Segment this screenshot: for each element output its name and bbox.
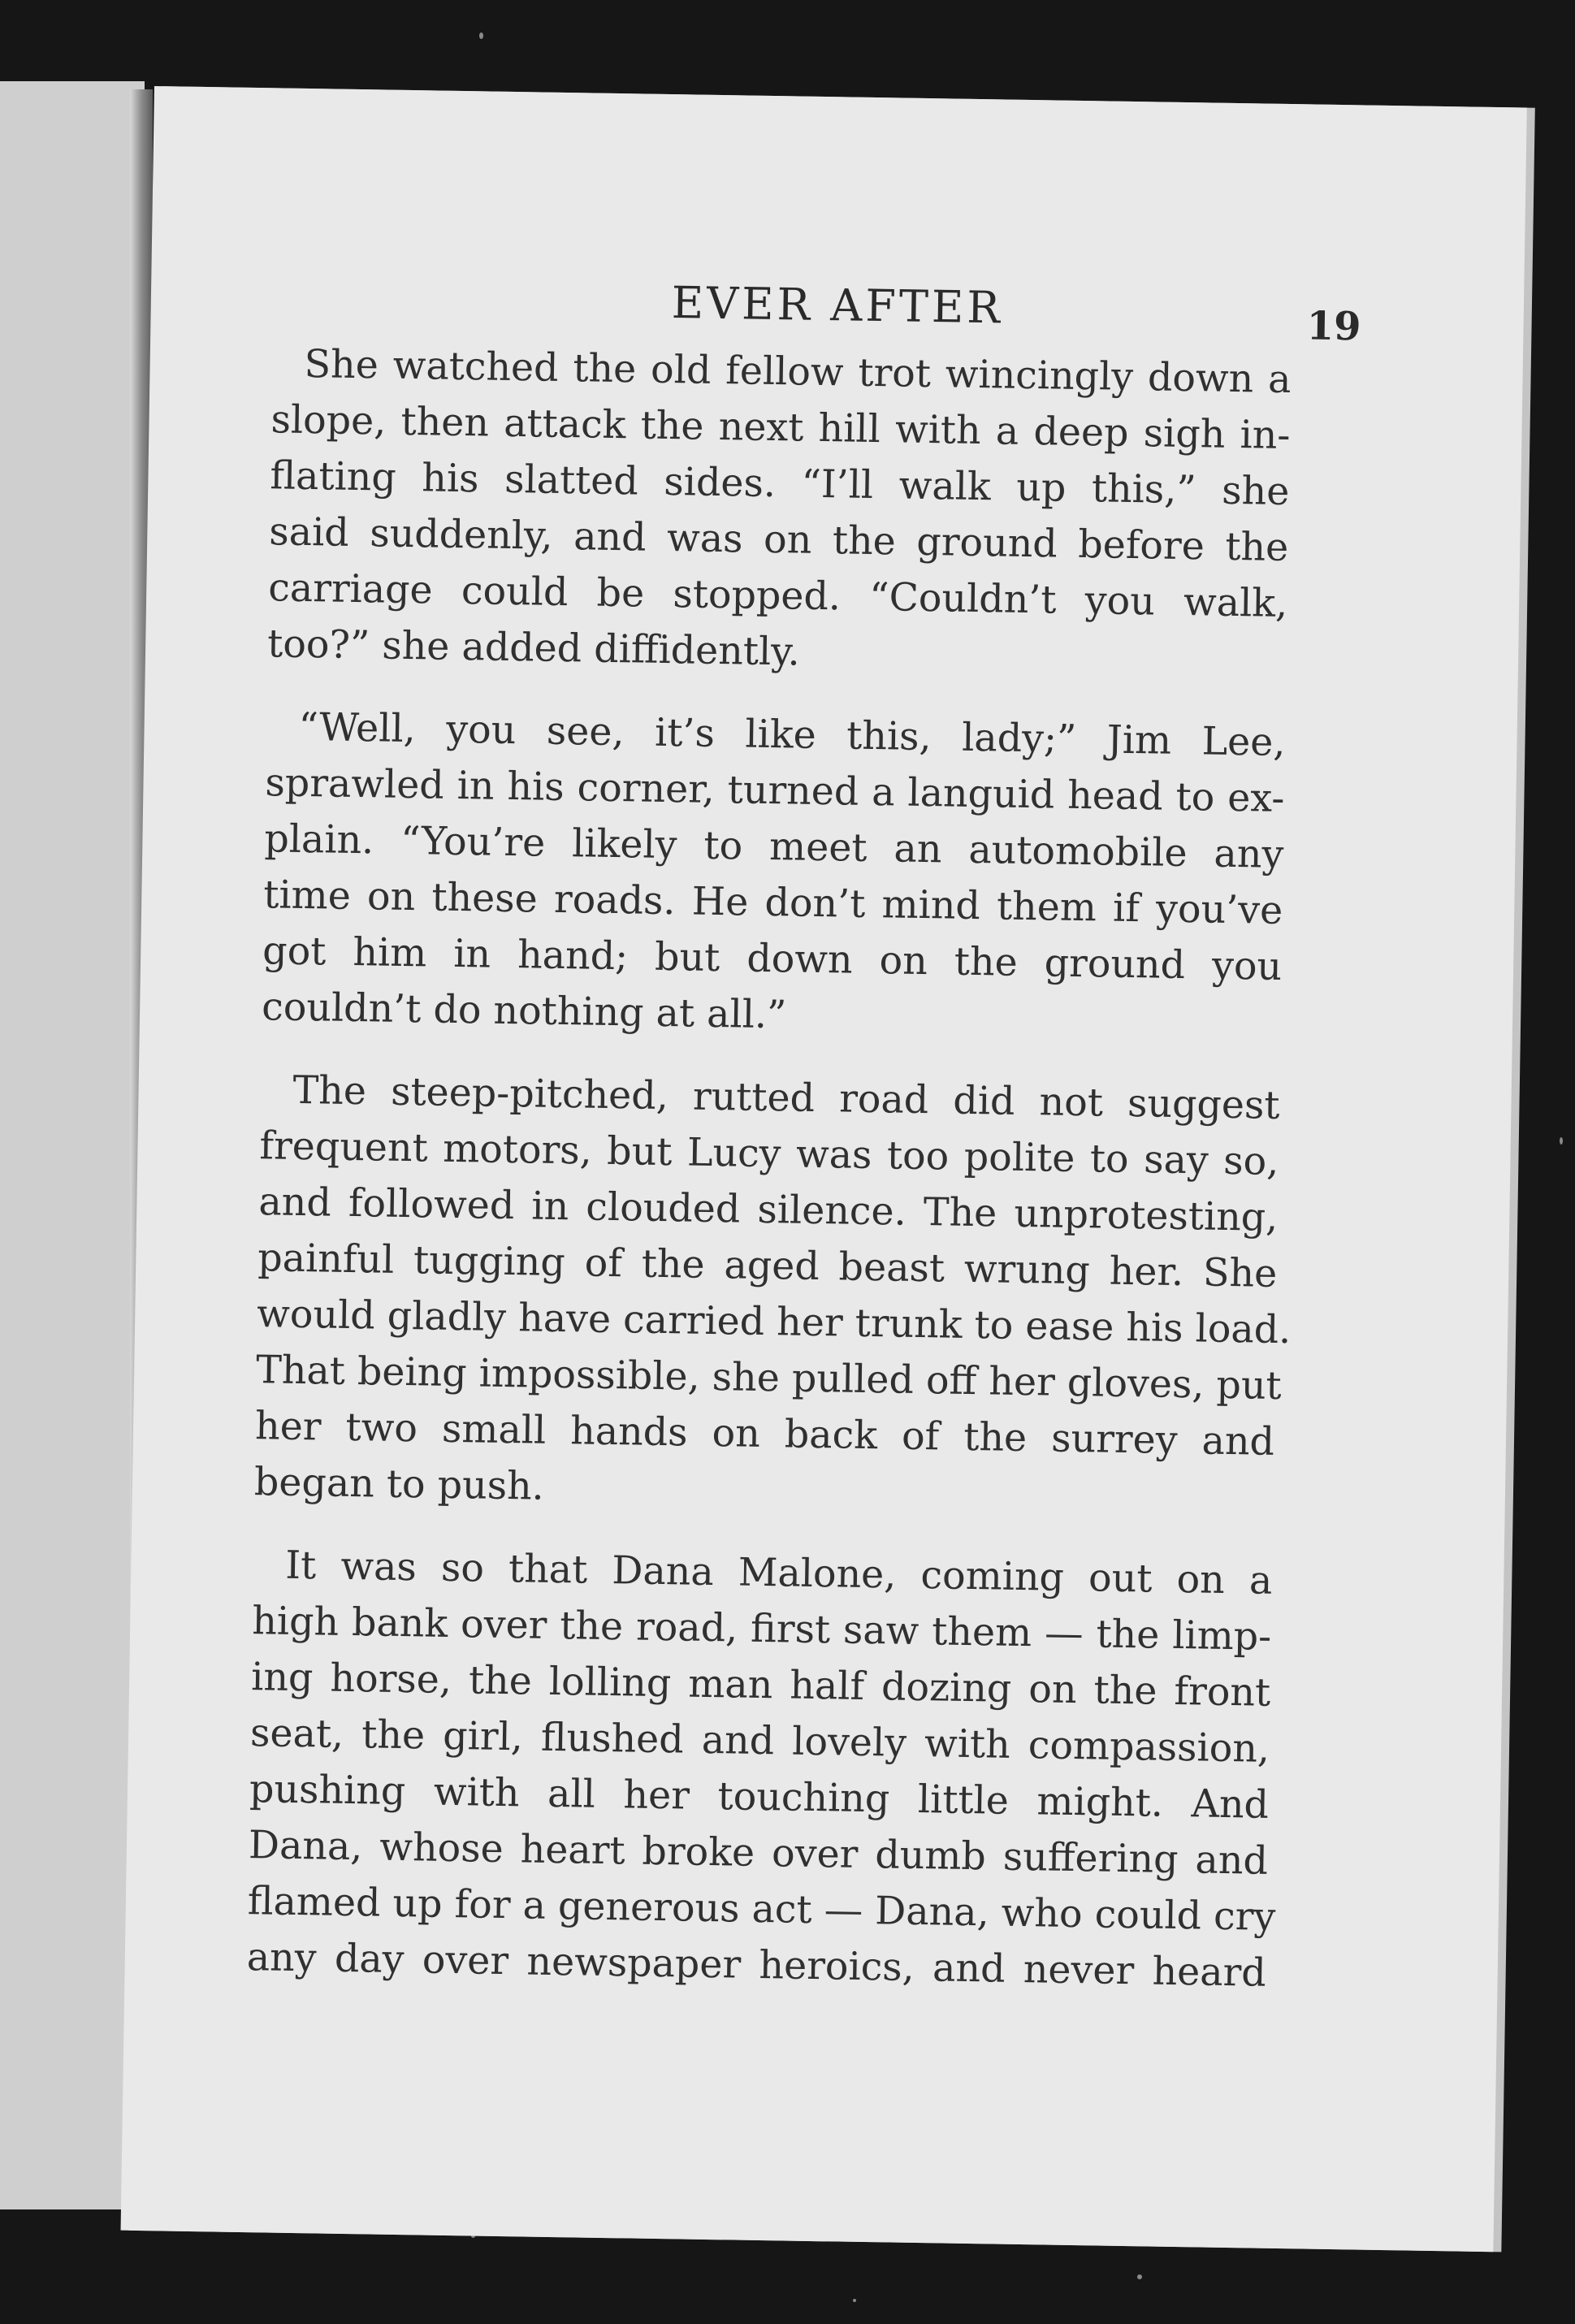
- text-line: carriage could be stopped. “Couldn’t you walk,: [267, 565, 1288, 626]
- text-line: That being impossible, she pulled off her gloves, put: [255, 1348, 1283, 1409]
- paragraph: [262, 699, 1286, 1051]
- text-line: slope, then attack the next hill with a deep sigh in-: [270, 397, 1291, 459]
- running-head: EVER AFTER: [671, 277, 1004, 334]
- text-line: flamed up for a generous act — Dana, who could cry: [247, 1879, 1276, 1940]
- page-number: 19: [1306, 303, 1361, 350]
- dust-speck: [853, 2299, 856, 2302]
- text-line: too?” she added diffidently.: [266, 621, 801, 675]
- text-line: couldn’t do nothing at all.”: [261, 985, 787, 1038]
- text-line: sprawled in his corner, turned a languid head to ex-: [265, 760, 1285, 821]
- text-line: any day over newspaper heroics, and never heard: [246, 1935, 1267, 1996]
- paragraph: [267, 335, 1292, 688]
- dust-speck: [1137, 2274, 1142, 2279]
- text-line: The steep-pitched, rutted road did not suggest: [292, 1067, 1280, 1128]
- text-line: would gladly have carried her trunk to ease his load.: [256, 1292, 1292, 1353]
- text-line: began to push.: [253, 1460, 545, 1509]
- text-line: plain. “You’re likely to meet an automobile any: [264, 816, 1284, 877]
- text-line: ing horse, the lolling man half dozing on the front: [250, 1655, 1271, 1716]
- facing-page: [0, 81, 145, 2209]
- text-line: frequent motors, but Lucy was too polite to say so,: [259, 1123, 1279, 1184]
- text-line: flating his slatted sides. “I’ll walk up this,” she: [270, 453, 1290, 515]
- text-line: said suddenly, and was on the ground before the: [268, 509, 1289, 570]
- text-line: “Well, you see, it’s like this, lady;” Jim Lee,: [298, 704, 1286, 765]
- body-text: [246, 335, 1292, 2001]
- text-line: It was so that Dana Malone, coming out on a: [284, 1543, 1273, 1603]
- dust-speck: [479, 32, 483, 39]
- text-line: She watched the old fellow trot wincingly down a: [304, 341, 1292, 403]
- text-line: and followed in clouded silence. The unprotesting,: [258, 1179, 1279, 1240]
- paragraph: [253, 1062, 1292, 1526]
- text-line: got him in hand; but down on the ground you: [262, 928, 1283, 989]
- text-line: her two small hands on back of the surrey and: [254, 1404, 1275, 1465]
- text-line: time on these roads. He don’t mind them if you’ve: [262, 872, 1283, 933]
- dust-speck: [1560, 1137, 1563, 1145]
- paragraph: [246, 1537, 1276, 2002]
- book-page: [121, 86, 1527, 2252]
- text-line: painful tugging of the aged beast wrung her. She: [257, 1236, 1278, 1296]
- text-line: high bank over the road, first saw them — the limp-: [251, 1599, 1272, 1660]
- text-line: seat, the girl, flushed and lovely with compassion,: [249, 1711, 1270, 1772]
- text-line: Dana, whose heart broke over dumb suffering and: [248, 1823, 1269, 1884]
- text-line: pushing with all her touching little might. And: [249, 1767, 1270, 1828]
